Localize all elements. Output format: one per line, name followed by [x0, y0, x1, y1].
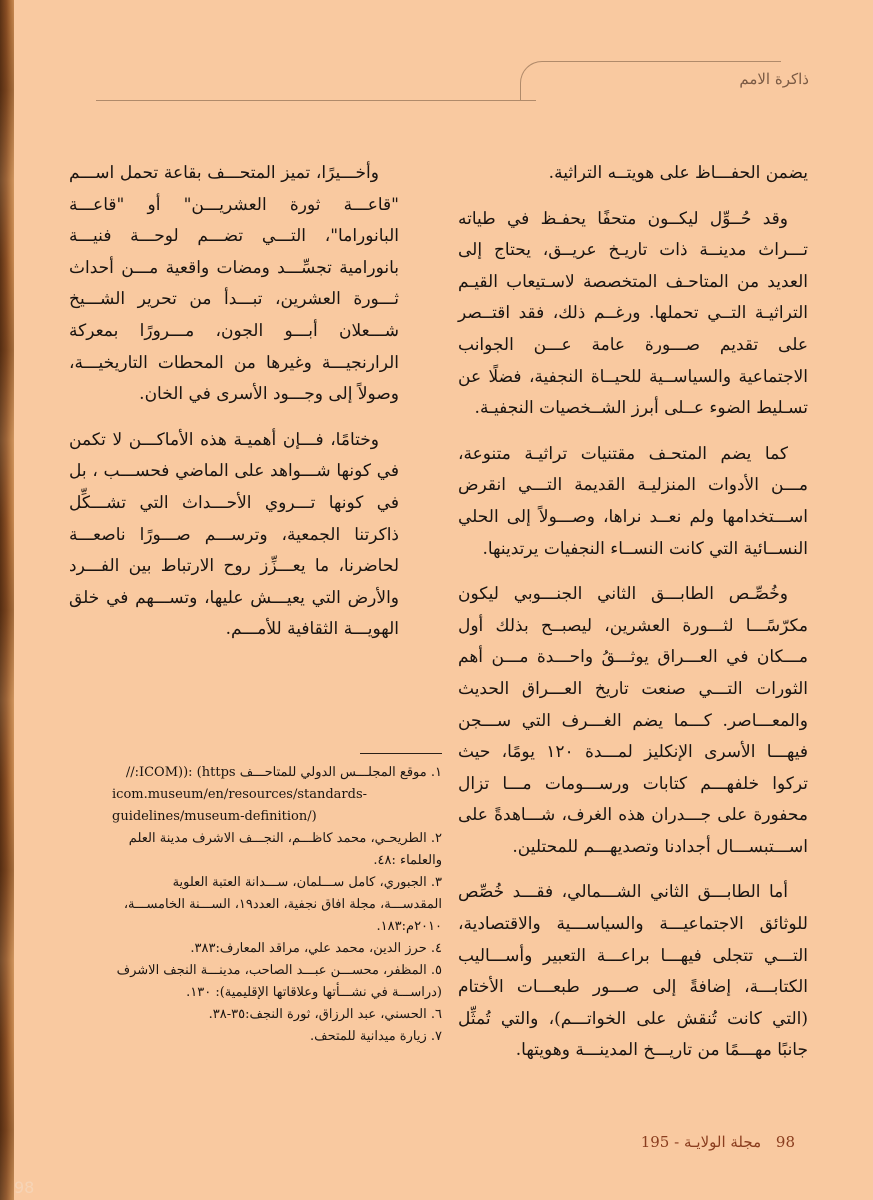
corner-page-number: 98 — [14, 1178, 35, 1197]
magazine-name: مجلة الولايـة - 195 — [640, 1133, 762, 1151]
article-column-right — [458, 158, 808, 1081]
footnote-url: icom.museum/en/resources/standards- — [112, 787, 368, 802]
page-number: 98 — [775, 1133, 795, 1151]
paragraph: يضمن الحفـــاظ على هويتــه التراثية. — [548, 163, 808, 183]
footnotes — [112, 762, 442, 1048]
paragraph: وخُصِّـص الطابـــق الثاني الجنـــوبي ليكون مكرّسًـــا لثـــورة العشرين، ليصبــح بذلك أول مـــكان في العـــراق يوثـــقُ واحـــدة مـــن أهم الثورات التـــي صنعت تاريخ العـــراق الحديث والمعـــاصر. كـــما يضم الغـــرف التي ســـجن فيهـــا الأسرى الإنكليز لمـــدة ١٢٠ يومًا، حيث تركوا خلفهـــم كتابات ورســـومات مـــا تزال محفورة على جـــدران هذه الغرف، شـــاهدةً على اســـتبســـال أجدادنا وتصديهـــم للمحتلين. — [458, 584, 808, 857]
footnote: ٥. المظفر، محســـن عبـــد الصاحب، مدينـــة النجف الاشرف (دراســـة في نشـــأتها وعلاقاتها الإقليمية): ١٣٠. — [116, 963, 442, 1000]
footnote: ٢. الطريحـي، محمد كاظـــم، النجـــف الاشرف مدينة العلم والعلماء :٤٨. — [128, 831, 442, 868]
footnote: ٤. حرز الدين، محمد علي، مراقد المعارف:٣٨٣. — [190, 941, 442, 956]
paragraph: أما الطابـــق الثاني الشـــمالي، فقـــد خُصِّص للوثائق الاجتماعيـــة والسياســـية والاقتصادية، التـــي تتجلى فيهـــا براعـــة التعبير وأســـاليب الكتابـــة، إضافةً إلى صـــور طبعـــات الأختام (التي كانت تُنقش على الخواتـــم)، والتي تُمثِّل جانبًا مهـــمًا من تاريـــخ المدينـــة وهويتها. — [458, 882, 808, 1061]
footnote: ٧. زيارة ميدانية للمتحف. — [310, 1029, 442, 1044]
page-footer — [641, 1133, 795, 1151]
paragraph: وختامًا، فـــإن أهميـة هذه الأماكـــن لا تكمن في كونها شـــواهد على الماضي فحســـب ، بل في كونها تـــروي الأحـــداث التي تشـــكِّل ذاكرتنا الجمعية، وترســـم صـــورًا ناصعـــة لحاضرنا، ما يعـــزِّز روح الارتباط بين الفـــرد والأرض التي يعيـــش عليها، وتســـهم في خلق الهويـــة الثقافية للأمـــم. — [69, 429, 399, 640]
article-column-left — [69, 158, 399, 660]
background-photo-edge — [0, 0, 14, 1200]
section-title: ذاكرة الامم — [739, 70, 809, 88]
footnote: ٣. الجبوري، كامل ســـلمان، ســـدانة العتبة العلوية المقدســـة، مجلة افاق نجفية، العدد١٩، الســـنة الخامســـة، ٢٠١٠م:١٨٣. — [123, 875, 442, 934]
footnote-rule — [360, 753, 442, 754]
header-rule — [96, 100, 536, 101]
paragraph: وأخـــيرًا، تميز المتحـــف بقاعة تحمل اســـم "قاعـــة ثورة العشريـــن" أو "قاعـــة البانوراما"، التـــي تضـــم لوحـــة فنيـــة بانورامية تجسِّـــد ومضات واقعية مـــن أحداث ثـــورة العشرين، تبـــدأ من تحرير الشـــيخ شـــعلان أبـــو الجون، مـــرورًا بمعركة الرارنجيـــة وغيرها من المحطات التاريخيـــة، وصولاً إلى وجـــود الأسرى في الخان. — [69, 163, 399, 405]
footnote: ٦. الحسني، عبد الرزاق، ثورة النجف:٣٥-٣٨. — [208, 1007, 442, 1022]
footnote-url: guidelines/museum-definition/) — [112, 809, 317, 824]
paragraph: وقد حُــوِّل ليكــون متحفًا يحفـظ في طياته تـــراث مدينــة ذات تاريـخ عريــق، يحتاج إلى العديد من المتاحـف المتخصصة لاسـتيعاب القيـم التراثيـة التــي تحملها. ورغــم ذلك، فقد اقتــصر على تقديم صـــورة عامة عـــن الجوانب الاجتماعية والسياســية للحيــاة النجفية، فضلًا عن تسـليط الضوء عــلى أبرز الشــخصيات النجفيـة. — [458, 208, 808, 419]
footnote: ١. موقع المجلـــس الدولي للمتاحـــف ICOM)): (https:// — [125, 765, 442, 780]
paragraph: كما يضم المتحـف مقتنيات تراثيـة متنوعة، مـــن الأدوات المنزليـة القديمة التـــي انقرض اســـتخدامها ولم نعــد نراها، وصـــولاً إلى الحلي النســائية التي كانت النســاء النجفيات يرتدينها. — [458, 443, 808, 559]
